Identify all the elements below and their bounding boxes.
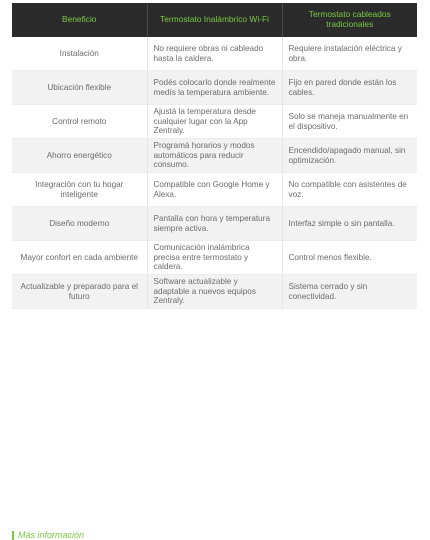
table-row (12, 139, 417, 173)
table-row (12, 241, 417, 275)
table-row (12, 37, 417, 71)
wired-cell: Requiere instalación eléctrica y obra. (282, 37, 417, 71)
wired-cell: Sistema cerrado y sin conectividad. (282, 275, 417, 309)
header-row (12, 3, 417, 37)
comparison-table (12, 3, 417, 309)
benefit-cell: Ahorro energético (12, 139, 147, 173)
wifi-cell: Pantalla con hora y temperatura siempre activa. (147, 207, 282, 241)
wifi-cell: Compatible con Google Home y Alexa. (147, 173, 282, 207)
wifi-cell: No requiere obras ni cableado hasta la caldera. (147, 37, 282, 71)
benefit-cell: Mayor confort en cada ambiente (12, 241, 147, 275)
wifi-cell: Software actualizable y adaptable a nuevos equipos Zentraly. (147, 275, 282, 309)
wifi-cell: Programá horarios y modos automáticos para reducir consumo. (147, 139, 282, 173)
wired-cell: No compatible con asistentes de voz. (282, 173, 417, 207)
table-row (12, 275, 417, 309)
table-header (12, 3, 417, 37)
table-row (12, 71, 417, 105)
table-row (12, 173, 417, 207)
wifi-cell: Ajustá la temperatura desde cualquier lugar con la App Zentraly. (147, 105, 282, 139)
benefit-cell: Control remoto (12, 105, 147, 139)
accent-bar (12, 531, 14, 540)
header-wifi-thermostat: Termostato Inalámbrico Wi-Fi (147, 3, 282, 37)
benefit-cell: Diseño moderno (12, 207, 147, 241)
wifi-cell: Podés colocarlo donde realmente medís la temperatura ambiente. (147, 71, 282, 105)
benefit-cell: Instalación (12, 37, 147, 71)
wired-cell: Solo se maneja manualmente en el dispositivo. (282, 105, 417, 139)
benefit-cell: Ubicación flexible (12, 71, 147, 105)
header-benefit: Beneficio (12, 3, 147, 37)
header-wired-thermostat: Termostato cableados tradicionales (282, 3, 417, 37)
table-row (12, 207, 417, 241)
wired-cell: Control menos flexible. (282, 241, 417, 275)
wired-cell: Fijo en pared donde están los cables. (282, 71, 417, 105)
wired-cell: Encendido/apagado manual, sin optimización. (282, 139, 417, 173)
more-info-label: Más información (18, 530, 85, 540)
table-body (12, 37, 417, 309)
more-info-heading (12, 530, 84, 540)
wifi-cell: Comunicación inalámbrica precisa entre termostato y caldera. (147, 241, 282, 275)
wired-cell: Interfaz simple o sin pantalla. (282, 207, 417, 241)
table-row (12, 105, 417, 139)
benefit-cell: Integración con tu hogar inteligente (12, 173, 147, 207)
benefit-cell: Actualizable y preparado para el futuro (12, 275, 147, 309)
